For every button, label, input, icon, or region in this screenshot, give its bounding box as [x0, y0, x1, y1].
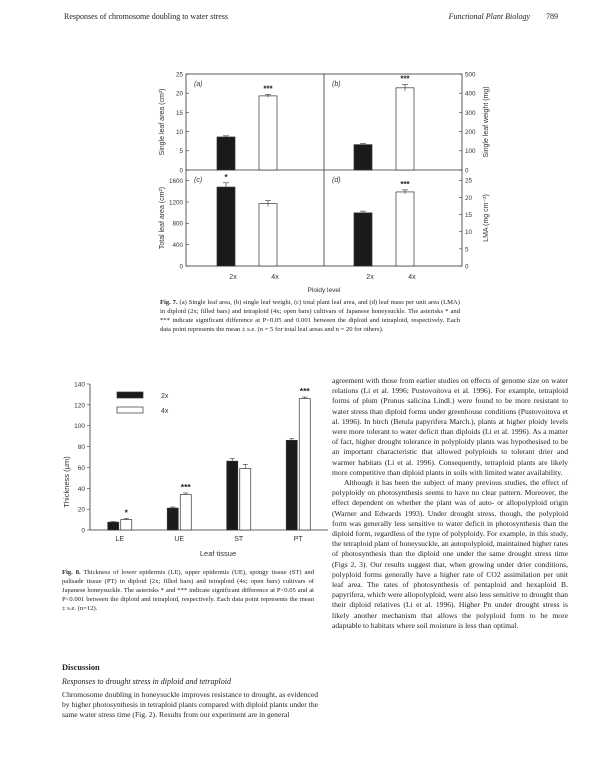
fig7-ylabel: Single leaf weight (mg): [483, 86, 490, 158]
fig7-significance: *: [224, 172, 228, 182]
fig8-bar-4x: [299, 399, 310, 530]
running-header: Responses of chromosome doubling to water stress: [64, 12, 228, 21]
fig8-significance: ***: [299, 386, 310, 397]
fig8-bar-4x: [180, 495, 191, 530]
fig8-legend-swatch-2x: [117, 392, 143, 398]
fig7-xtick-a: 2x: [229, 274, 237, 281]
fig7-ytick-label: 1600: [168, 178, 183, 186]
fig7-ytick-label: 0: [465, 167, 469, 175]
fig8-ytick-label: 140: [74, 381, 85, 389]
fig7-ytick-label: 25: [175, 71, 183, 79]
fig8-xlabel: Leaf tissue: [199, 549, 237, 558]
fig7-panel-label: (a): [194, 81, 203, 88]
fig7-ytick-label: 200: [465, 129, 476, 136]
fig8-ytick-label: 40: [77, 485, 85, 493]
fig7-xlabel: Ploidy level: [307, 287, 341, 294]
fig8-category-label: UE: [174, 536, 185, 543]
fig7-ytick-label: 0: [465, 263, 469, 271]
fig8-ytick-label: 0: [81, 527, 85, 535]
fig7-significance: ***: [400, 74, 410, 84]
right-column: [332, 376, 568, 631]
fig8-bar-2x: [286, 440, 297, 530]
discussion-paragraph: [62, 690, 318, 721]
fig7-bar-2x: [217, 137, 235, 170]
figure-8: [40, 370, 340, 570]
fig7-xtick-b: 4x: [271, 274, 279, 281]
fig7-ytick-label: 300: [465, 109, 476, 117]
fig7-ytick-label: 10: [175, 129, 183, 136]
fig7-ytick-label: 0: [179, 167, 183, 175]
fig7-caption-text: (a) Single leaf area, (b) single leaf weight, (c) total plant leaf area, and (d) leaf mass per unit area (LMA) in diploid (2x; filled bars) and tetraploid (4x; open bars) cultivars of Japanese honeysuckle. The asterisks * and *** indicate significant difference at P<0.05 and 0.001 between the diploid and tetraploid, respectively. Each data point represents the mean ± s.e. (n = 5 for total leaf areas and n = 20 for others).: [160, 299, 461, 334]
fig7-ytick-label: 25: [465, 177, 473, 185]
fig8-bar-4x: [240, 468, 251, 530]
fig8-significance: *: [124, 507, 128, 518]
fig8-ytick-label: 80: [77, 444, 85, 452]
fig8-caption: [62, 568, 314, 613]
fig7-ytick-label: 500: [465, 71, 476, 79]
fig7-ytick-label: 400: [172, 242, 183, 250]
fig7-caption: [160, 298, 460, 334]
fig7-bar-4x: [259, 96, 277, 170]
fig7-ylabel: Total leaf area (cm²): [159, 186, 166, 250]
discussion-heading: Discussion: [62, 663, 100, 672]
fig7-panel-label: (c): [194, 177, 203, 184]
fig8-category-label: ST: [234, 536, 244, 543]
fig8-category-label: PT: [293, 536, 303, 543]
fig8-ytick-label: 60: [77, 464, 85, 472]
fig8-legend-label: 4x: [161, 408, 169, 415]
fig8-category-label: LE: [115, 536, 125, 543]
fig7-ytick-label: 20: [175, 90, 183, 98]
fig7-caption-label: Fig. 7.: [160, 299, 178, 306]
fig7-significance: ***: [400, 179, 410, 189]
fig7-panel-label: (b): [332, 81, 341, 88]
right-paragraph-2: Although it has been the subject of many previous studies, the effect of polyploidy on photosynthesis seems to have no clear pattern. Moreover, the effect dependent on whether the plant was of auto- or allopolyploid origin (Warner and Edwards 1993). Under drought stress, though, the polyploid form was generally less sensitive to water deficit in photosynthesis than the diploid form, regardless of the type of polyploidy. For example, in this study, the tetraploid plant of honeysuckle, an autopolyploid, maintained higher rates of photosynthesis than the diploid one under the same drought stress time (Figs 2, 3). Our results suggest that, when growing under drier conditions, polyploid forms generally have a higher rate of CO2 assimilation per unit leaf area. The rates of photosynthesis of pentaploid and hexaploid B. papyrifera, which were allopolyploid, were also less sensitive to drought than their diploid relatives (Li et al. 1996). Higher Pn under drought stress is likely another mechanism that allows the polyploid form to be more adaptable to habitats where soil moisture is less than optimal.: [332, 478, 568, 630]
fig7-ytick-label: 100: [465, 148, 476, 156]
fig7-ytick-label: 400: [465, 90, 476, 98]
fig7-ytick-label: 5: [179, 148, 183, 156]
fig8-legend-label: 2x: [161, 393, 169, 400]
fig7-panel-label: (d): [332, 177, 341, 184]
fig7-ytick-label: 10: [465, 229, 473, 237]
fig7-ytick-label: 15: [175, 109, 183, 117]
fig7-bar-4x: [396, 88, 414, 170]
right-paragraph-1: agreement with those from earlier studies on effects of genome size on water relations (Li et al. 1996; Pustovoitova et al. 1996). For example, tetraploid forms of plum (Prunus salicina Lindl.) were found to be more resistant to water stress than diploid forms under greenhouse conditions (Pustovoitova et al. 1996). In birch (Betula papyrifera March.), plants at higher ploidy levels were more tolerant to water deficit than diploids (Li et al. 1996). As a matter of fact, higher drought tolerance in polyploidy plants was hypothesised to be an important characteristic that allowed polyploids to tolerant drier and warmer habitats (Li et al. 1996). Consequently, tetraploid plants are likely more competitive than diploid plants in soils with limited water availability.: [332, 376, 568, 477]
fig7-ytick-label: 20: [465, 194, 473, 202]
fig7-bar-4x: [396, 192, 414, 266]
fig7-bar-2x: [354, 213, 372, 266]
fig8-ytick-label: 120: [74, 402, 85, 410]
fig8-caption-text: Thickness of lower epidermis (LE), upper epidermis (UE), spongy tissue (ST) and palisade tissue (PT) in diploid (2x; filled bars) and tetraploid (4x; open bars) cultivars of Japanese honeysuckle. The asterisks * and *** indicate significant difference at P<0.05 and at P<0.001 between the diploid and tetraploid, respectively. Each data point represents the mean ± s.e. (n=12).: [62, 569, 314, 613]
fig8-bar-2x: [227, 461, 238, 530]
fig7-ytick-label: 15: [465, 211, 473, 219]
page-number: 789: [546, 12, 558, 21]
fig8-ytick-label: 100: [74, 423, 85, 431]
fig7-bar-4x: [259, 204, 277, 266]
fig8-bar-2x: [108, 522, 119, 530]
fig7-ytick-label: 800: [172, 220, 183, 228]
fig7-ytick-label: 1200: [168, 199, 183, 207]
fig8-legend-swatch-4x: [117, 407, 143, 413]
fig7-bar-2x: [354, 145, 372, 170]
fig7-ylabel: Single leaf area (cm²): [159, 88, 166, 156]
fig7-ytick-label: 0: [179, 263, 183, 271]
fig7-ytick-label: 5: [465, 246, 469, 254]
fig7-ylabel: LMA (mg cm⁻²): [483, 194, 490, 242]
discussion-subheading: Responses to drought stress in diploid and tetraploid: [62, 677, 231, 686]
fig8-significance: ***: [180, 481, 191, 492]
fig7-xtick-d: 4x: [408, 274, 416, 281]
fig8-ytick-label: 20: [77, 506, 85, 514]
fig7-bar-2x: [217, 187, 235, 266]
fig8-caption-label: Fig. 8.: [62, 569, 81, 576]
fig8-bar-4x: [121, 520, 132, 530]
journal-name: Functional Plant Biology: [448, 12, 530, 21]
fig8-ylabel: Thickness (μm): [62, 456, 71, 508]
fig8-bar-2x: [167, 508, 178, 530]
fig7-xtick-c: 2x: [366, 274, 374, 281]
fig7-significance: ***: [263, 84, 273, 94]
discussion-text: Chromosome doubling in honeysuckle improves resistance to drought, as evidenced by higher photosynthesis in tetraploid plants compared with diploid plants under the same water stress time (Fig. 2). Results from our experiment are in general: [62, 690, 318, 720]
